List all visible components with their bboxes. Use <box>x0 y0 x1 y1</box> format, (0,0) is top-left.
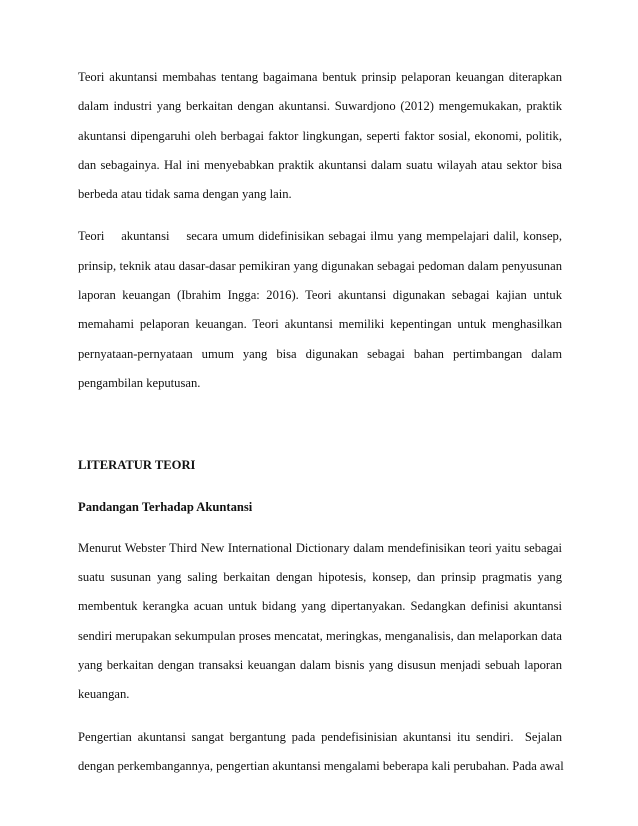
paragraph-line: suatu susunan yang saling berkaitan dengan hipotesis, konsep, dan prinsip pragmatis yang <box>78 570 562 585</box>
paragraph-teori-akuntansi-intro <box>78 63 562 209</box>
paragraph-line: sendiri merupakan sekumpulan proses mencatat, meringkas, menganalisis, dan melaporkan data <box>78 628 562 643</box>
paragraph-line: Pengertian akuntansi sangat bergantung pada pendefisinisian akuntansi itu sendiri. Sejalan <box>78 729 562 744</box>
paragraph-line: membentuk kerangka acuan untuk bidang yang dipertanyakan. Sedangkan definisi akuntansi <box>78 599 562 614</box>
document-body <box>78 63 562 781</box>
paragraph-line: yang berkaitan dengan transaksi keuangan dalam bisnis yang disusun menjadi sebuah laporan <box>78 658 562 673</box>
paragraph-line: pernyataan-pernyataan umum yang bisa digunakan sebagai bahan pertimbangan dalam <box>78 346 562 361</box>
paragraph-line: dalam industri yang berkaitan dengan akuntansi. Suwardjono (2012) mengemukakan, praktik <box>78 99 562 114</box>
paragraph-line: dengan perkembangannya, pengertian akuntansi mengalami beberapa kali perubahan. Pada awal <box>78 758 564 773</box>
paragraph-line: Teori akuntansi secara umum didefinisikan sebagai ilmu yang mempelajari dalil, konsep, <box>78 229 562 244</box>
paragraph-line: prinsip, teknik atau dasar-dasar pemikiran yang digunakan sebagai pedoman dalam penyusunan <box>78 258 562 273</box>
paragraph-line: berbeda atau tidak sama dengan yang lain. <box>78 187 292 202</box>
paragraph-line: dan sebagainya. Hal ini menyebabkan praktik akuntansi dalam suatu wilayah atau sektor bisa <box>78 157 562 172</box>
section-spacer <box>78 398 562 451</box>
heading-spacer <box>78 522 562 534</box>
paragraph-spacer <box>78 710 562 723</box>
paragraph-spacer <box>78 209 562 222</box>
paragraph-line: laporan keuangan (Ibrahim Ingga: 2016). Teori akuntansi digunakan sebagai kajian untuk <box>78 288 562 303</box>
paragraph-line: keuangan. <box>78 687 130 702</box>
paragraph-teori-akuntansi-definition <box>78 222 562 398</box>
paragraph-pengertian-akuntansi <box>78 723 562 782</box>
paragraph-line: Teori akuntansi membahas tentang bagaimana bentuk prinsip pelaporan keuangan diterapkan <box>78 70 562 84</box>
paragraph-webster-definition <box>78 534 562 710</box>
subsection-heading: Pandangan Terhadap Akuntansi <box>78 499 253 514</box>
paragraph-line: pengambilan keputusan. <box>78 375 201 390</box>
paragraph-line: akuntansi dipengaruhi oleh berbagai faktor lingkungan, seperti faktor sosial, ekonomi, politik, <box>78 128 562 143</box>
section-heading: LITERATUR TEORI <box>78 458 196 473</box>
heading-spacer <box>78 481 562 493</box>
paragraph-line: Menurut Webster Third New International Dictionary dalam mendefinisikan teori yaitu sebagai <box>78 540 562 555</box>
paragraph-line: memahami pelaporan keuangan. Teori akuntansi memiliki kepentingan untuk menghasilkan <box>78 317 562 332</box>
